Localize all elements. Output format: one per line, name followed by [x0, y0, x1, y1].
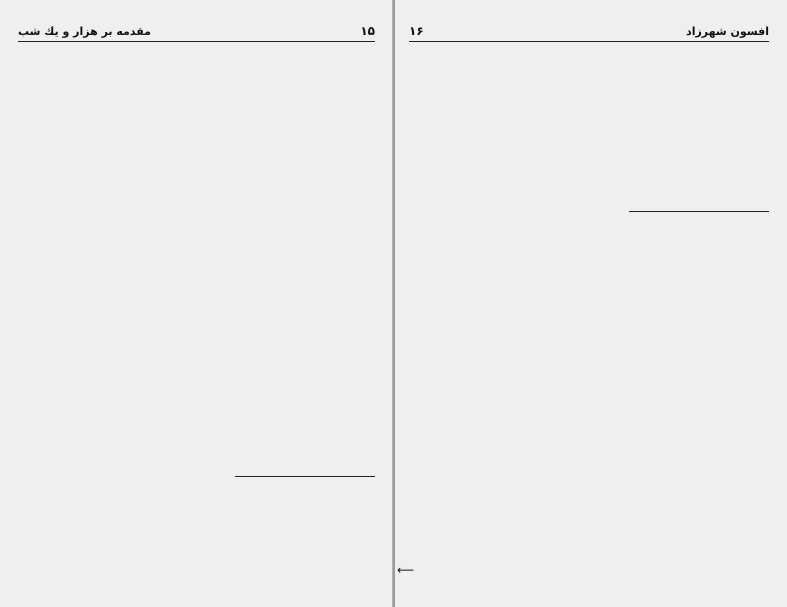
left-page-number: ۱۵ [360, 24, 375, 38]
right-body-text [409, 47, 769, 205]
left-page-running-title: مقدمه بر هزار و یك شب [18, 24, 151, 38]
left-footnotes [18, 482, 375, 600]
right-footnotes [409, 217, 769, 602]
left-body-text [18, 47, 375, 469]
left-footnote-separator [235, 476, 375, 477]
right-page-number: ۱۶ [409, 24, 424, 38]
left-page [0, 0, 393, 607]
right-page-header [409, 22, 769, 40]
left-page-header [18, 22, 375, 40]
right-footnote-separator [629, 211, 769, 212]
margin-arrow-icon: ⟵ [397, 563, 415, 577]
right-page [395, 0, 787, 607]
right-page-running-title: افسون شهرزاد [686, 24, 769, 38]
right-header-rule [409, 41, 769, 42]
left-header-rule [18, 41, 375, 42]
